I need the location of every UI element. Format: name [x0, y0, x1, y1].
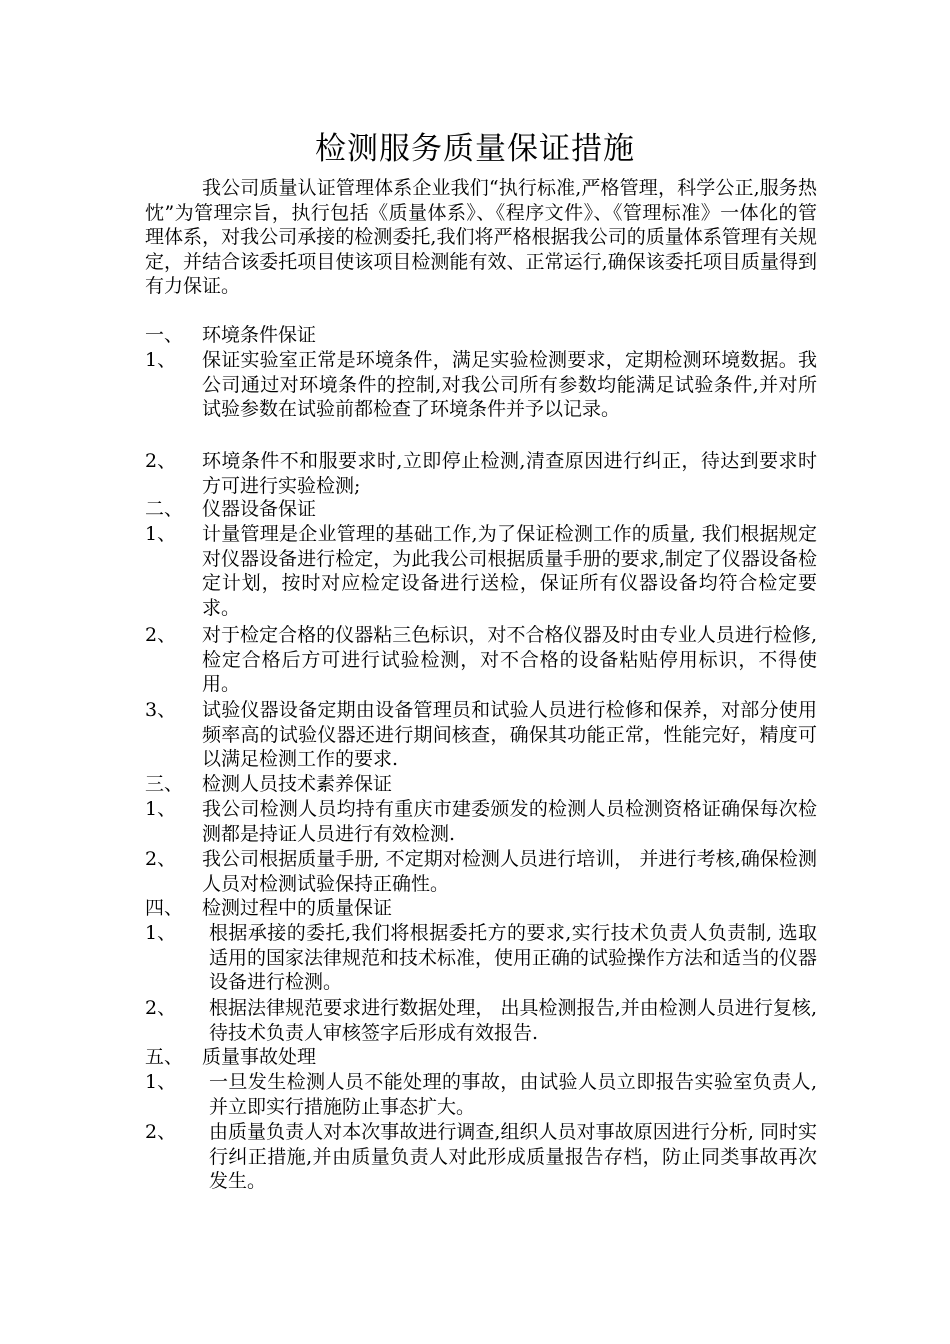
section-number: 一、 [145, 324, 184, 346]
list-item [145, 698, 817, 772]
item-number: 1、 [145, 349, 177, 371]
list-item [145, 847, 817, 896]
item-number: 3、 [145, 699, 177, 721]
item-text: 一旦发生检测人员不能处理的事故，由试验人员立即报告实验室负责人,并立即实行措施防止事态扩大。 [209, 1071, 817, 1118]
section-heading [145, 323, 817, 348]
section-title: 检测过程中的质量保证 [202, 897, 393, 919]
list-item [145, 797, 817, 846]
section-title: 环境条件保证 [202, 324, 317, 346]
item-number: 2、 [145, 450, 177, 472]
item-number: 2、 [145, 624, 177, 646]
item-text: 保证实验室正常是环境条件，满足实验检测要求，定期检测环境数据。我公司通过对环境条件的控制,对我公司所有参数均能满足试验条件,并对所试验参数在试验前都检查了环境条件并予以记录。 [202, 349, 817, 421]
section-number: 五、 [145, 1046, 184, 1068]
section-title: 仪器设备保证 [202, 498, 317, 520]
list-item [145, 348, 817, 422]
list-item [145, 522, 817, 620]
item-number: 2、 [145, 997, 177, 1019]
item-number: 1、 [145, 1071, 177, 1093]
item-text: 试验仪器设备定期由设备管理员和试验人员进行检修和保养，对部分使用频率高的试验仪器还进行期间核查，确保其功能正常，性能完好，精度可以满足检测工作的要求. [202, 699, 817, 771]
list-item [145, 1120, 817, 1194]
list-item [145, 921, 817, 995]
section-heading [145, 497, 817, 522]
item-text: 对于检定合格的仪器粘三色标识，对不合格仪器及时由专业人员进行检修,检定合格后方可进行试验检测，对不合格的设备粘贴停用标识，不得使用。 [202, 624, 817, 696]
item-text: 根据承接的委托,我们将根据委托方的要求,实行技术负责人负责制, 选取适用的国家法律规范和技术标准，使用正确的试验操作方法和适当的仪器设备进行检测。 [209, 922, 818, 994]
item-number: 1、 [145, 523, 177, 545]
section-heading [145, 1045, 817, 1070]
item-text: 由质量负责人对本次事故进行调查,组织人员对事故原因进行分析, 同时实行纠正措施,并由质量负责人对此形成质量报告存档，防止同类事故再次发生。 [209, 1121, 817, 1193]
section-number: 二、 [145, 498, 184, 520]
item-text: 计量管理是企业管理的基础工作,为了保证检测工作的质量, 我们根据规定对仪器设备进行检定，为此我公司根据质量手册的要求,制定了仪器设备检定计划，按时对应检定设备进行送检，保证所有仪器设备均符合检定要求。 [202, 523, 817, 619]
list-item [145, 1070, 817, 1119]
item-text: 根据法律规范要求进行数据处理， 出具检测报告,并由检测人员进行复核,待技术负责人审核签字后形成有效报告. [209, 997, 817, 1044]
list-item [145, 449, 817, 498]
intro-paragraph: 我公司质量认证管理体系企业我们“执行标准,严格管理，科学公正,服务热忱”为管理宗旨，执行包括《质量体系》、《程序文件》、《管理标准》一体化的管理体系，对我公司承接的检测委托,我们将严格根据我公司的质量体系管理有关规定，并结合该委托项目使该项目检测能有效、正常运行,确保该委托项目质量得到有力保证。 [145, 177, 817, 298]
section-number: 四、 [145, 897, 184, 919]
item-text: 我公司检测人员均持有重庆市建委颁发的检测人员检测资格证确保每次检测都是持证人员进行有效检测. [202, 798, 817, 845]
item-number: 1、 [145, 798, 177, 820]
item-text: 我公司根据质量手册, 不定期对检测人员进行培训， 并进行考核,确保检测人员对检测试验保持正确性。 [202, 848, 817, 895]
section-title: 质量事故处理 [202, 1046, 317, 1068]
section-heading [145, 896, 817, 921]
section-title: 检测人员技术素养保证 [202, 773, 393, 795]
item-number: 2、 [145, 848, 177, 870]
item-number: 2、 [145, 1121, 177, 1143]
list-item [145, 996, 817, 1045]
section-heading [145, 772, 817, 797]
page-title: 检测服务质量保证措施 [315, 131, 635, 167]
section-number: 三、 [145, 773, 184, 795]
list-item [145, 623, 817, 697]
item-text: 环境条件不和服要求时,立即停止检测,清查原因进行纠正，待达到要求时方可进行实验检测; [202, 450, 817, 497]
item-number: 1、 [145, 922, 177, 944]
